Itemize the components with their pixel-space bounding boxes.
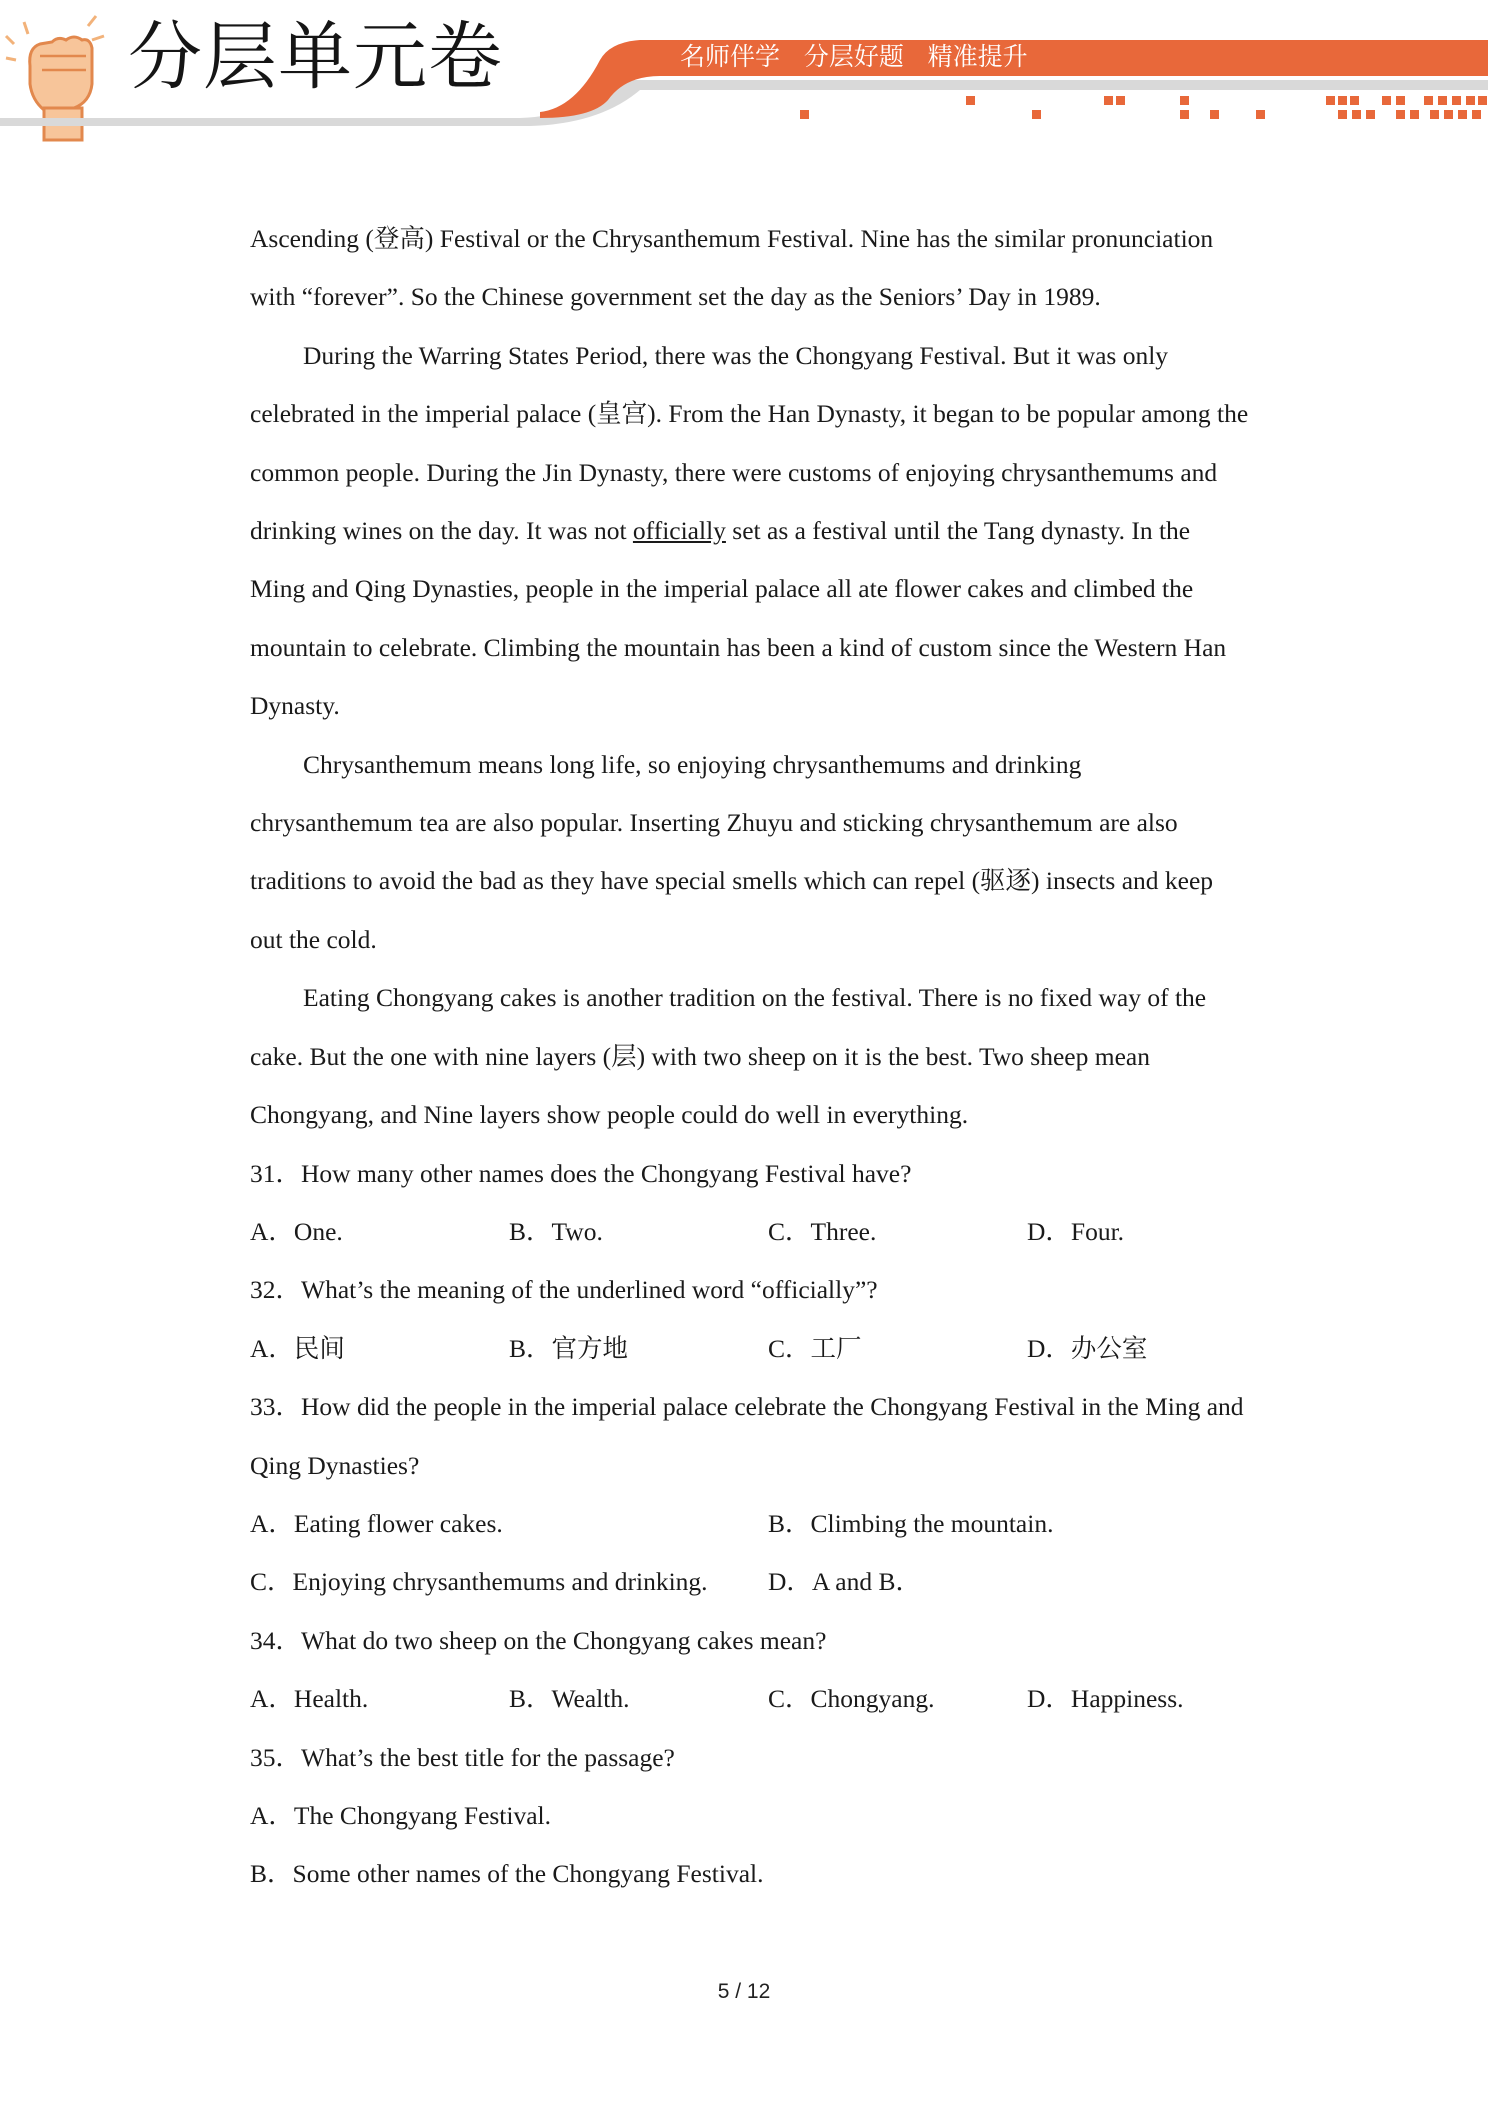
option-a: A．One. [250, 1216, 343, 1246]
option-c: C．Enjoying chrysanthemums and drinking. [250, 1567, 708, 1597]
question-33-options-row-2 [250, 1553, 1250, 1611]
question-34-stem: 34．What do two sheep on the Chongyang cakes mean? [250, 1625, 827, 1655]
option-d: D．办公室 [1027, 1333, 1148, 1363]
option-d: D．A and B． [768, 1567, 922, 1597]
option-b: B．Some other names of the Chongyang Festival. [250, 1859, 764, 1889]
passage-text: set as a festival until the Tang dynasty. In the Ming and Qing Dynasties, people in the imperial palace all ate flower cakes and climbed the mountain to celebrate. Climbing the mountain has been a kind of custom since the Western Han Dynasty. [250, 516, 1227, 721]
option-a: A．民间 [250, 1333, 345, 1363]
question-32-stem: 32．What’s the meaning of the underlined word “officially”? [250, 1275, 878, 1305]
brand-slogan: 名师伴学 分层好题 精准提升 [680, 42, 1028, 71]
question-31-stem: 31．How many other names does the Chongyang Festival have? [250, 1158, 912, 1188]
option-b: B．官方地 [509, 1333, 629, 1363]
option-a: A．Eating flower cakes. [250, 1508, 503, 1538]
question-33-options-row-1 [250, 1495, 1250, 1553]
page-header [0, 0, 1488, 150]
passage-paragraph-1: Ascending (登高) Festival or the Chrysanthemum Festival. Nine has the similar pronunciation with “forever”. So the Chinese government set the day as the Seniors’ Day in 1989. [250, 224, 1214, 312]
option-c: C．工厂 [768, 1333, 862, 1363]
question-33-stem: 33．How did the people in the imperial palace celebrate the Chongyang Festival in the Ming and Qing Dynasties? [250, 1392, 1244, 1480]
question-32-options [250, 1320, 1250, 1378]
exam-content [250, 210, 1250, 1904]
option-b: B．Climbing the mountain. [768, 1508, 1054, 1538]
option-d: D．Happiness. [1027, 1684, 1184, 1714]
option-c: C．Chongyang. [768, 1684, 935, 1714]
passage-paragraph-3: Chrysanthemum means long life, so enjoying chrysanthemums and drinking chrysanthemum tea are also popular. Inserting Zhuyu and sticking chrysanthemum are also traditions to avoid the bad as they have special smells which can repel (驱逐) insects and keep out the cold. [250, 749, 1214, 954]
passage-text: During the Warring States Period, there was the Chongyang Festival. But it was only celebrated in the imperial palace (皇宫). From the Han Dynasty, it began to be popular among the common people. During the Jin Dynasty, there were customs of enjoying chrysanthemums and drinking wines on the day. It was not [250, 340, 1249, 546]
underlined-word: officially [632, 516, 726, 546]
passage-paragraph-2 [250, 327, 1250, 736]
option-c: C．Three. [768, 1216, 877, 1246]
page-number: 5 / 12 [717, 1980, 771, 2003]
option-a: A．Health. [250, 1684, 369, 1714]
question-35-stem: 35．What’s the best title for the passage? [250, 1742, 675, 1772]
question-31-options [250, 1203, 1250, 1261]
passage-paragraph-4: Eating Chongyang cakes is another tradition on the festival. There is no fixed way of the cake. But the one with nine layers (层) with two sheep on it is the best. Two sheep mean Chongyang, and Nine layers show people could do well in everything. [250, 983, 1207, 1130]
option-b: B．Two. [509, 1216, 603, 1246]
option-d: D．Four. [1027, 1216, 1125, 1246]
option-b: B．Wealth. [509, 1684, 630, 1714]
brand-title: 分层单元卷 [128, 14, 503, 100]
question-34-options [250, 1670, 1250, 1728]
option-a: A．The Chongyang Festival. [250, 1800, 552, 1830]
